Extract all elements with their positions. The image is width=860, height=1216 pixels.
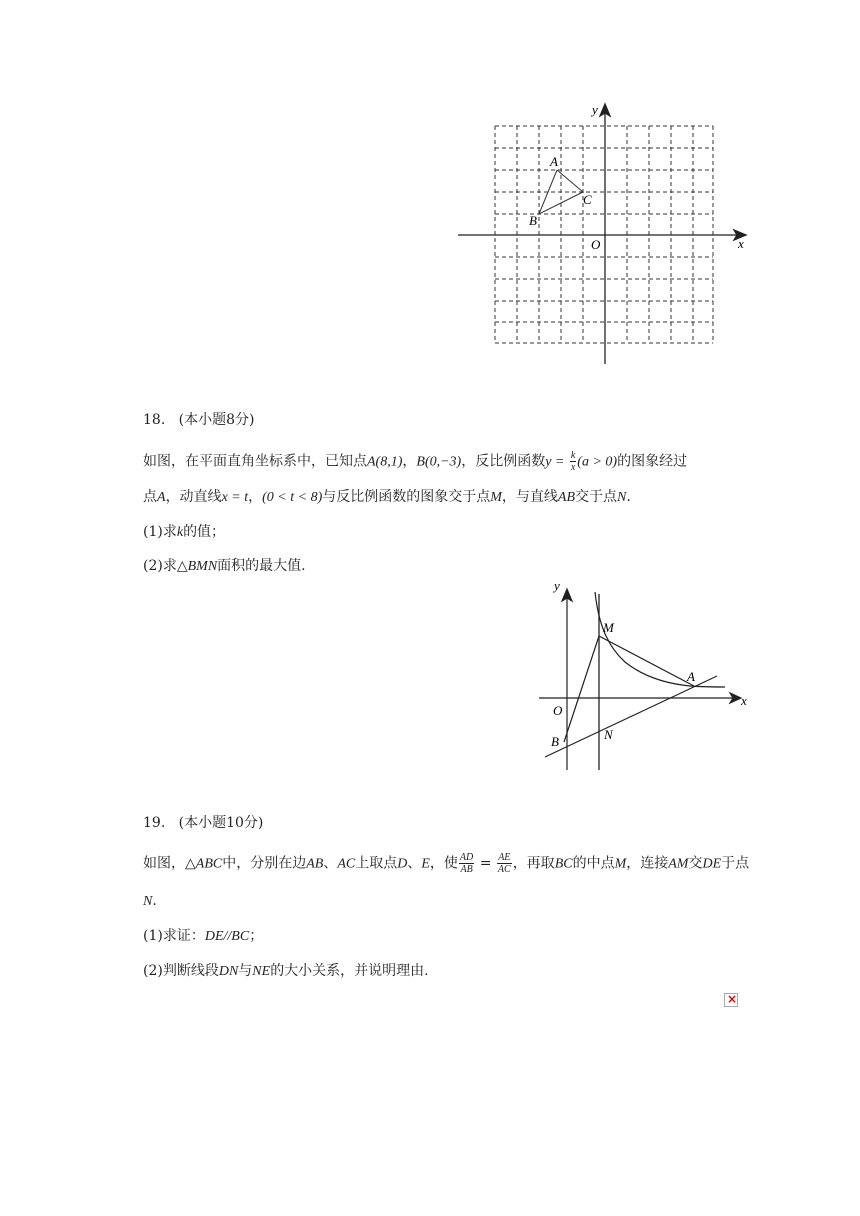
- fraction-numerator: k: [570, 450, 576, 461]
- text: 如图，在平面直角坐标系中，已知点: [143, 453, 367, 470]
- range: (0 < t < 8): [262, 490, 323, 505]
- point-n: N: [617, 490, 627, 505]
- text: 上取点: [355, 855, 398, 872]
- text: 的大小关系，并说明理由.: [270, 963, 429, 979]
- text: ，反比例函数: [461, 453, 546, 470]
- triangle-abc: ABC: [195, 856, 223, 872]
- equals-sign: =: [479, 855, 492, 872]
- point-n: N: [143, 894, 153, 909]
- segment-am: AM: [668, 856, 689, 872]
- text: 于点: [721, 855, 750, 872]
- text: ，连接: [626, 855, 669, 872]
- segment-de: DE: [702, 856, 722, 872]
- q19-heading: [143, 813, 263, 833]
- q19-part2: [143, 961, 429, 982]
- origin-label: O: [591, 237, 601, 252]
- text: 的值；: [183, 524, 226, 540]
- line-ab: [545, 676, 717, 757]
- function-lhs: y =: [545, 454, 565, 470]
- text: ，再取: [512, 855, 555, 872]
- text: ，使: [429, 855, 458, 872]
- q19-part1: [143, 926, 263, 947]
- text: (2)判断线段: [143, 963, 219, 979]
- q18-part1: [143, 522, 225, 543]
- text: 的中点: [572, 855, 615, 872]
- q19-line2: [143, 891, 157, 912]
- text: (2)求△: [143, 558, 188, 574]
- text: (1)求: [143, 524, 177, 540]
- y-axis-label: y: [554, 578, 560, 593]
- broken-image-icon: ×: [724, 993, 738, 1007]
- triangle-bmn: BMN: [187, 559, 218, 574]
- fraction-numerator: AE: [498, 852, 511, 863]
- text: 与反比例函数的图象交于点: [322, 489, 491, 505]
- point-d: D: [397, 856, 408, 872]
- origin-label: O: [553, 703, 563, 718]
- y-axis-label: y: [592, 102, 598, 117]
- segment-ma: [599, 636, 694, 686]
- q18-score: (本小题8分): [178, 412, 255, 428]
- segment-ne: NE: [252, 964, 271, 979]
- text: 中，分别在边: [222, 855, 307, 872]
- text: ，: [402, 453, 417, 470]
- point-m: M: [490, 490, 502, 505]
- fraction-denominator: x: [570, 462, 576, 473]
- segment-dn: DN: [218, 964, 239, 979]
- side-bc: BC: [554, 856, 573, 872]
- condition: (a > 0): [577, 454, 618, 470]
- inverse-proportion-curve: [595, 592, 725, 687]
- q19-line1: [143, 852, 749, 875]
- text: 点: [143, 489, 157, 505]
- fraction-ae-over-ac: [497, 852, 512, 875]
- x-axis-label: x: [738, 236, 744, 251]
- point-c-label: C: [583, 192, 592, 207]
- fraction-ad-over-ab: [459, 852, 474, 875]
- text: ，: [248, 489, 263, 505]
- text: 、: [407, 855, 422, 872]
- fraction-denominator: AC: [497, 864, 511, 875]
- moving-line: x = t: [221, 490, 249, 505]
- text: 与: [238, 963, 253, 979]
- text: ，动直线: [165, 489, 222, 505]
- text: 的图象经过: [617, 453, 688, 470]
- text: 、: [323, 855, 338, 872]
- point-m: M: [614, 856, 627, 872]
- side-ac: AC: [337, 856, 356, 872]
- point-b-coord: B(0,−3): [416, 454, 462, 470]
- text: (1)求证：: [143, 928, 205, 944]
- point-n-label: N: [604, 727, 613, 742]
- axes: [458, 104, 746, 364]
- text: ；: [249, 928, 264, 944]
- point-b-label: B: [551, 734, 559, 749]
- point-a-label: A: [687, 669, 695, 684]
- q18-line1: [143, 450, 687, 473]
- fraction-k-over-x: [570, 450, 576, 473]
- q19-score: (本小题10分): [178, 815, 264, 831]
- point-e: E: [421, 856, 430, 872]
- point-m-label: M: [603, 620, 614, 635]
- text: 交: [688, 855, 703, 872]
- q18-heading: [143, 410, 254, 430]
- q18-part2: [143, 556, 306, 577]
- q18-number: 18.: [143, 412, 166, 428]
- side-ab: AB: [306, 856, 324, 872]
- point-a: A: [157, 490, 166, 505]
- text: ，与直线: [501, 489, 558, 505]
- grid-triangle-figure: [450, 98, 760, 370]
- text: .: [152, 893, 157, 909]
- x-axis-label: x: [741, 693, 747, 708]
- q18-line2: [143, 487, 631, 508]
- text: 交于点: [575, 489, 618, 505]
- fraction-denominator: AB: [460, 864, 473, 875]
- text: 如图，△: [143, 855, 196, 872]
- q19-number: 19.: [143, 815, 166, 831]
- variable-k: k: [176, 525, 184, 540]
- fraction-numerator: AD: [459, 852, 474, 863]
- text: .: [626, 489, 631, 505]
- text: 面积的最大值.: [217, 558, 306, 574]
- segment-bm: [564, 636, 599, 742]
- point-a-coord: A(8,1): [367, 454, 403, 470]
- hyperbola-figure: [535, 574, 760, 774]
- line-ab: AB: [557, 490, 576, 505]
- point-b-label: B: [529, 213, 537, 228]
- point-a-label: A: [550, 154, 558, 169]
- parallel-relation: DE//BC: [204, 929, 250, 944]
